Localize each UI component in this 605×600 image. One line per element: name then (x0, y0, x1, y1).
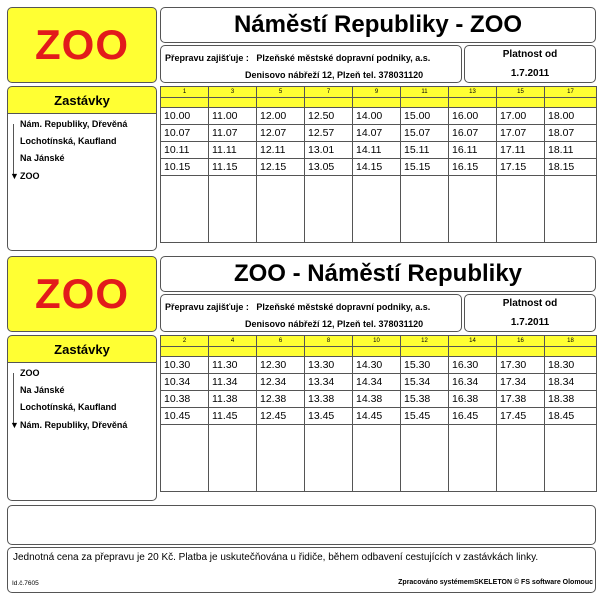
departure-time: 18.34 (545, 374, 597, 391)
departure-time: 17.38 (497, 391, 545, 408)
time-row (161, 408, 597, 425)
departure-time: 16.34 (449, 374, 497, 391)
departure-time: 15.11 (401, 142, 449, 159)
stops-list (7, 363, 157, 501)
departure-time: 18.15 (545, 159, 597, 176)
departure-time: 13.34 (305, 374, 353, 391)
departure-time: 13.38 (305, 391, 353, 408)
trip-number: 2 (161, 336, 209, 347)
departure-time: 12.30 (257, 357, 305, 374)
trip-number: 14 (449, 336, 497, 347)
footer-credit: Zpracováno systémemSKELETON © FS software Olomouc (398, 579, 593, 586)
departure-time: 15.30 (401, 357, 449, 374)
direction-arrow-icon: ▼ (10, 171, 19, 181)
departure-time: 18.30 (545, 357, 597, 374)
departure-time: 14.34 (353, 374, 401, 391)
trip-number: 18 (545, 336, 597, 347)
stop-name: Nám. Republiky, Dřevěná (20, 119, 128, 129)
departure-time: 16.11 (449, 142, 497, 159)
time-row (161, 142, 597, 159)
departure-time: 16.15 (449, 159, 497, 176)
departure-time: 12.34 (257, 374, 305, 391)
trip-number: 17 (545, 87, 597, 98)
departure-time: 16.00 (449, 108, 497, 125)
time-row (161, 108, 597, 125)
departure-time: 14.00 (353, 108, 401, 125)
departure-time: 14.30 (353, 357, 401, 374)
departure-time: 10.07 (161, 125, 209, 142)
departure-time: 16.30 (449, 357, 497, 374)
zoo-logo: ZOO (7, 7, 157, 83)
departure-time: 13.45 (305, 408, 353, 425)
trip-number: 4 (209, 336, 257, 347)
operator-label: Přepravu zajišťuje : (165, 302, 249, 312)
stop-name: Nám. Republiky, Dřevěná (20, 420, 128, 430)
departure-time: 17.34 (497, 374, 545, 391)
operator-label: Přepravu zajišťuje : (165, 53, 249, 63)
departure-time: 11.07 (209, 125, 257, 142)
departure-time: 11.34 (209, 374, 257, 391)
footer-box (7, 547, 596, 593)
departure-time: 14.15 (353, 159, 401, 176)
fare-note: Jednotná cena za přepravu je 20 Kč. Platba je uskutečňována u řidiče, během odbavení cestujících v zastávkách linky. (13, 552, 539, 563)
departure-time: 11.00 (209, 108, 257, 125)
trip-number: 5 (257, 87, 305, 98)
departure-time: 11.45 (209, 408, 257, 425)
departure-time: 12.15 (257, 159, 305, 176)
departure-time: 13.01 (305, 142, 353, 159)
departure-time: 10.34 (161, 374, 209, 391)
notes-empty-box (7, 505, 596, 545)
operator-address: Denisovo nábřeží 12, Plzeň tel. 378031120 (245, 70, 424, 80)
departure-time: 11.38 (209, 391, 257, 408)
trip-number: 3 (209, 87, 257, 98)
departure-time: 12.11 (257, 142, 305, 159)
trip-number: 9 (353, 87, 401, 98)
departure-time: 10.45 (161, 408, 209, 425)
operator-address: Denisovo nábřeží 12, Plzeň tel. 378031120 (245, 319, 424, 329)
trip-number: 7 (305, 87, 353, 98)
timetable-grid (160, 86, 597, 243)
departure-time: 11.30 (209, 357, 257, 374)
time-row (161, 374, 597, 391)
operator-name: Plzeňské městské dopravní podniky, a.s. (256, 53, 431, 63)
trip-number: 10 (353, 336, 401, 347)
trip-number: 16 (497, 336, 545, 347)
departure-time: 10.30 (161, 357, 209, 374)
trip-number: 13 (449, 87, 497, 98)
departure-time: 17.30 (497, 357, 545, 374)
departure-time: 12.00 (257, 108, 305, 125)
departure-time: 14.07 (353, 125, 401, 142)
valid-label: Platnost od (502, 298, 558, 309)
timetable-grid (160, 335, 597, 492)
trip-number: 15 (497, 87, 545, 98)
departure-time: 15.38 (401, 391, 449, 408)
stop-name: Na Jánské (20, 153, 65, 163)
stops-header: Zastávky (7, 86, 157, 114)
departure-time: 16.38 (449, 391, 497, 408)
departure-time: 10.38 (161, 391, 209, 408)
stops-header: Zastávky (7, 335, 157, 363)
stops-list (7, 114, 157, 251)
departure-time: 18.45 (545, 408, 597, 425)
departure-time: 16.45 (449, 408, 497, 425)
departure-time: 18.07 (545, 125, 597, 142)
direction-arrow-icon: ▼ (10, 420, 19, 430)
departure-time: 12.57 (305, 125, 353, 142)
departure-time: 17.15 (497, 159, 545, 176)
trip-number: 11 (401, 87, 449, 98)
departure-time: 16.07 (449, 125, 497, 142)
operator-info (160, 45, 462, 83)
departure-time: 15.34 (401, 374, 449, 391)
departure-time: 10.11 (161, 142, 209, 159)
valid-date: 1.7.2011 (510, 68, 550, 79)
time-row (161, 159, 597, 176)
departure-time: 10.00 (161, 108, 209, 125)
trip-number: 8 (305, 336, 353, 347)
departure-time: 13.05 (305, 159, 353, 176)
departure-time: 18.00 (545, 108, 597, 125)
operator-info (160, 294, 462, 332)
departure-time: 17.11 (497, 142, 545, 159)
stop-name: ZOO (20, 368, 40, 378)
departure-time: 15.15 (401, 159, 449, 176)
departure-time: 15.07 (401, 125, 449, 142)
departure-time: 15.00 (401, 108, 449, 125)
departure-time: 11.11 (209, 142, 257, 159)
route-title: Náměstí Republiky - ZOO (160, 7, 596, 43)
departure-time: 15.45 (401, 408, 449, 425)
valid-label: Platnost od (502, 49, 558, 60)
departure-time: 12.38 (257, 391, 305, 408)
trip-number: 6 (257, 336, 305, 347)
trip-number: 1 (161, 87, 209, 98)
direction-arrow-line (13, 373, 14, 425)
direction-arrow-line (13, 124, 14, 176)
stop-name: Lochotínská, Kaufland (20, 136, 117, 146)
time-row (161, 391, 597, 408)
validity-box (464, 45, 596, 83)
route-title: ZOO - Náměstí Republiky (160, 256, 596, 292)
stop-name: Lochotínská, Kaufland (20, 402, 117, 412)
departure-time: 12.50 (305, 108, 353, 125)
departure-time: 17.07 (497, 125, 545, 142)
footer-id: Id.č.7605 (12, 580, 39, 587)
departure-time: 10.15 (161, 159, 209, 176)
operator-name: Plzeňské městské dopravní podniky, a.s. (256, 302, 431, 312)
departure-time: 12.45 (257, 408, 305, 425)
time-row (161, 357, 597, 374)
valid-date: 1.7.2011 (510, 317, 550, 328)
departure-time: 14.11 (353, 142, 401, 159)
trip-number: 12 (401, 336, 449, 347)
validity-box (464, 294, 596, 332)
departure-time: 14.45 (353, 408, 401, 425)
stop-name: ZOO (20, 171, 40, 181)
departure-time: 18.38 (545, 391, 597, 408)
departure-time: 14.38 (353, 391, 401, 408)
departure-time: 17.00 (497, 108, 545, 125)
departure-time: 13.30 (305, 357, 353, 374)
time-row (161, 125, 597, 142)
zoo-logo: ZOO (7, 256, 157, 332)
departure-time: 17.45 (497, 408, 545, 425)
stop-name: Na Jánské (20, 385, 65, 395)
departure-time: 12.07 (257, 125, 305, 142)
departure-time: 11.15 (209, 159, 257, 176)
departure-time: 18.11 (545, 142, 597, 159)
